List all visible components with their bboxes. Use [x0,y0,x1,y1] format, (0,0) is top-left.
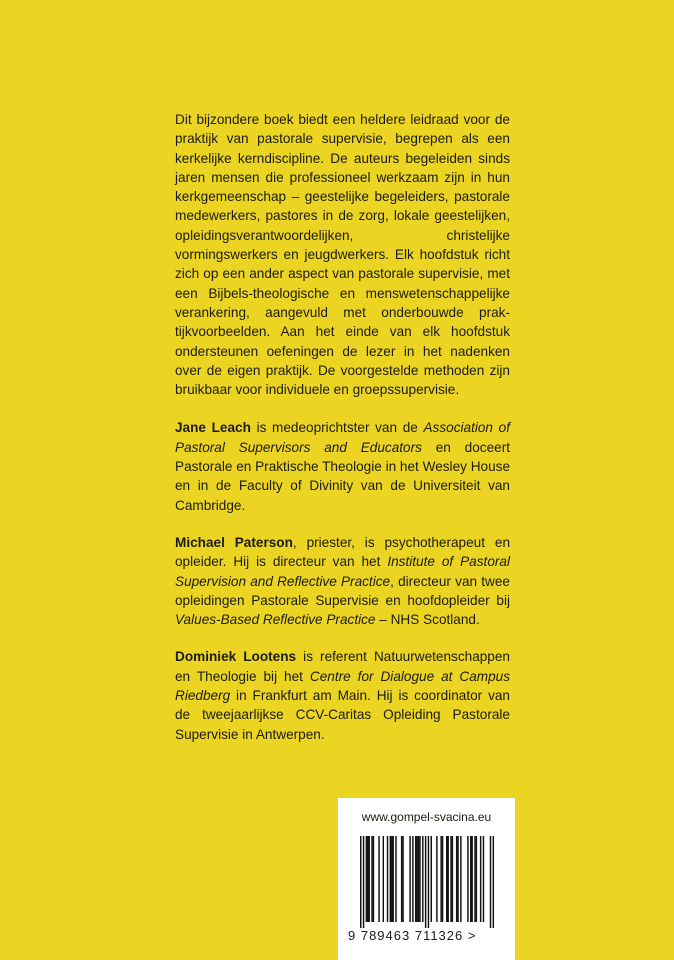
barcode-bar [457,836,458,922]
barcode-bar [436,836,437,922]
barcode-bar [480,836,481,922]
barcode-bar [490,836,491,928]
barcode-bar [387,836,388,922]
barcode-bar [363,836,364,928]
bio-text: , priester, is psychotherapeut en opleider. Hij is directeur van het [175,534,510,570]
bio-text: is medeoprichtster van de [250,420,424,436]
barcode-bar [418,836,419,922]
barcode-bar [378,836,379,922]
author-name: Jane Leach [175,420,251,436]
barcode-bar [392,836,393,922]
bio-text: in Frankfurt am Main. Hij is coordinator van de tweejaarlijkse CCV-Caritas Opleiding Pastorale Supervisie in Antwerpen. [175,688,510,742]
barcode-bar [401,836,402,922]
barcode-bar [409,836,410,922]
barcode-bar [460,836,461,922]
barcode-bar [419,836,420,922]
author-bio-jane-leach [175,418,510,514]
barcode-bar [450,836,451,922]
barcode-bar [360,836,361,928]
barcode-bar [483,836,484,922]
barcode-bar [440,836,441,922]
author-bio-dominiek-lootens [175,647,510,743]
barcode-bar [422,836,423,922]
barcode-bar [371,836,372,922]
barcode-bar [416,836,417,922]
bio-organisation: Institute of Pastoral Supervision and Reflective Practice [175,554,510,589]
isbn-number: 9 789463 711326 > [348,928,477,943]
bio-organisation: Centre for Dialogue at Campus Riedberg [175,668,511,704]
barcode-bar [431,836,432,922]
author-bio-michael-paterson [175,533,510,629]
bio-text: , directeur van twee opleidingen Pastorale Supervisie en hoofdopleider bij [175,573,510,608]
barcode-bar [446,836,447,922]
bio-text: en doceert Pastorale en Praktische Theologie in het Wesley House en in de Faculty of Divinity van de Universiteit van Cambridge. [175,439,511,513]
publisher-url: www.gompel-svacina.eu [361,810,492,824]
barcode-bar [442,836,443,922]
barcode-bar [383,836,384,922]
author-name: Dominiek Lootens [175,649,297,665]
barcode-panel [338,798,515,960]
barcode-bar [456,836,457,922]
bio-organisation: Values-Based Reflective Practice [175,612,376,628]
barcode-bar [470,836,471,922]
barcode-bar [474,836,475,922]
barcode-bar [428,836,429,928]
barcode-bar [476,836,477,922]
barcode-bar [493,836,494,928]
barcode-bar [395,836,396,922]
barcode-bar [402,836,403,922]
bio-organisation: Association of Pastoral Supervisors and Educators [175,420,510,455]
barcode-bar [367,836,368,922]
barcode-bar [391,836,392,922]
barcode-bar [415,836,416,922]
isbn-barcode [352,836,502,928]
bio-text: – NHS Scotland. [375,612,480,628]
barcode-bar [452,836,453,922]
barcode-bar [373,836,374,922]
back-cover-text [175,110,510,762]
bio-text: is referent Natuurwetenschappen en Theologie bij het [175,649,510,684]
barcode-bar [366,836,367,922]
barcode-bar [368,836,369,922]
barcode-bar [471,836,472,922]
barcode-bar [467,836,468,922]
barcode-bar [390,836,391,922]
book-description: Dit bijzondere boek biedt een heldere leidraad voor de praktijk van pastorale supervisie, begrepen als een kerkelijke kerndiscipline. De auteurs begeleiden sinds jaren mensen die professioneel werkzaam zijn in hun kerkgemeenschap – geestelijke begeleiders, pastorale medewerkers, pastores in de zorg, lokale geestelijken, opleidingsverantwoordelijken, christelijke vormingswerkers en jeugdwerkers. Elk hoofdstuk richt zich op een ander aspect van pastorale supervisie, met een Bijbels-theologische en menswetenschappelijke verankering, aangevuld met onderbouwde praktijkvoorbeelden. Aan het einde van elk hoofdstuk ondersteunen oefeningen de lezer in het nadenken over de eigen praktijk. De voorgestelde methoden zijn bruikbaar voor individuele en groepssupervisie. [175,112,510,398]
barcode-bar [412,836,413,922]
author-name: Michael Paterson [175,534,293,550]
barcode-bar [447,836,448,922]
barcode-bar [425,836,426,928]
